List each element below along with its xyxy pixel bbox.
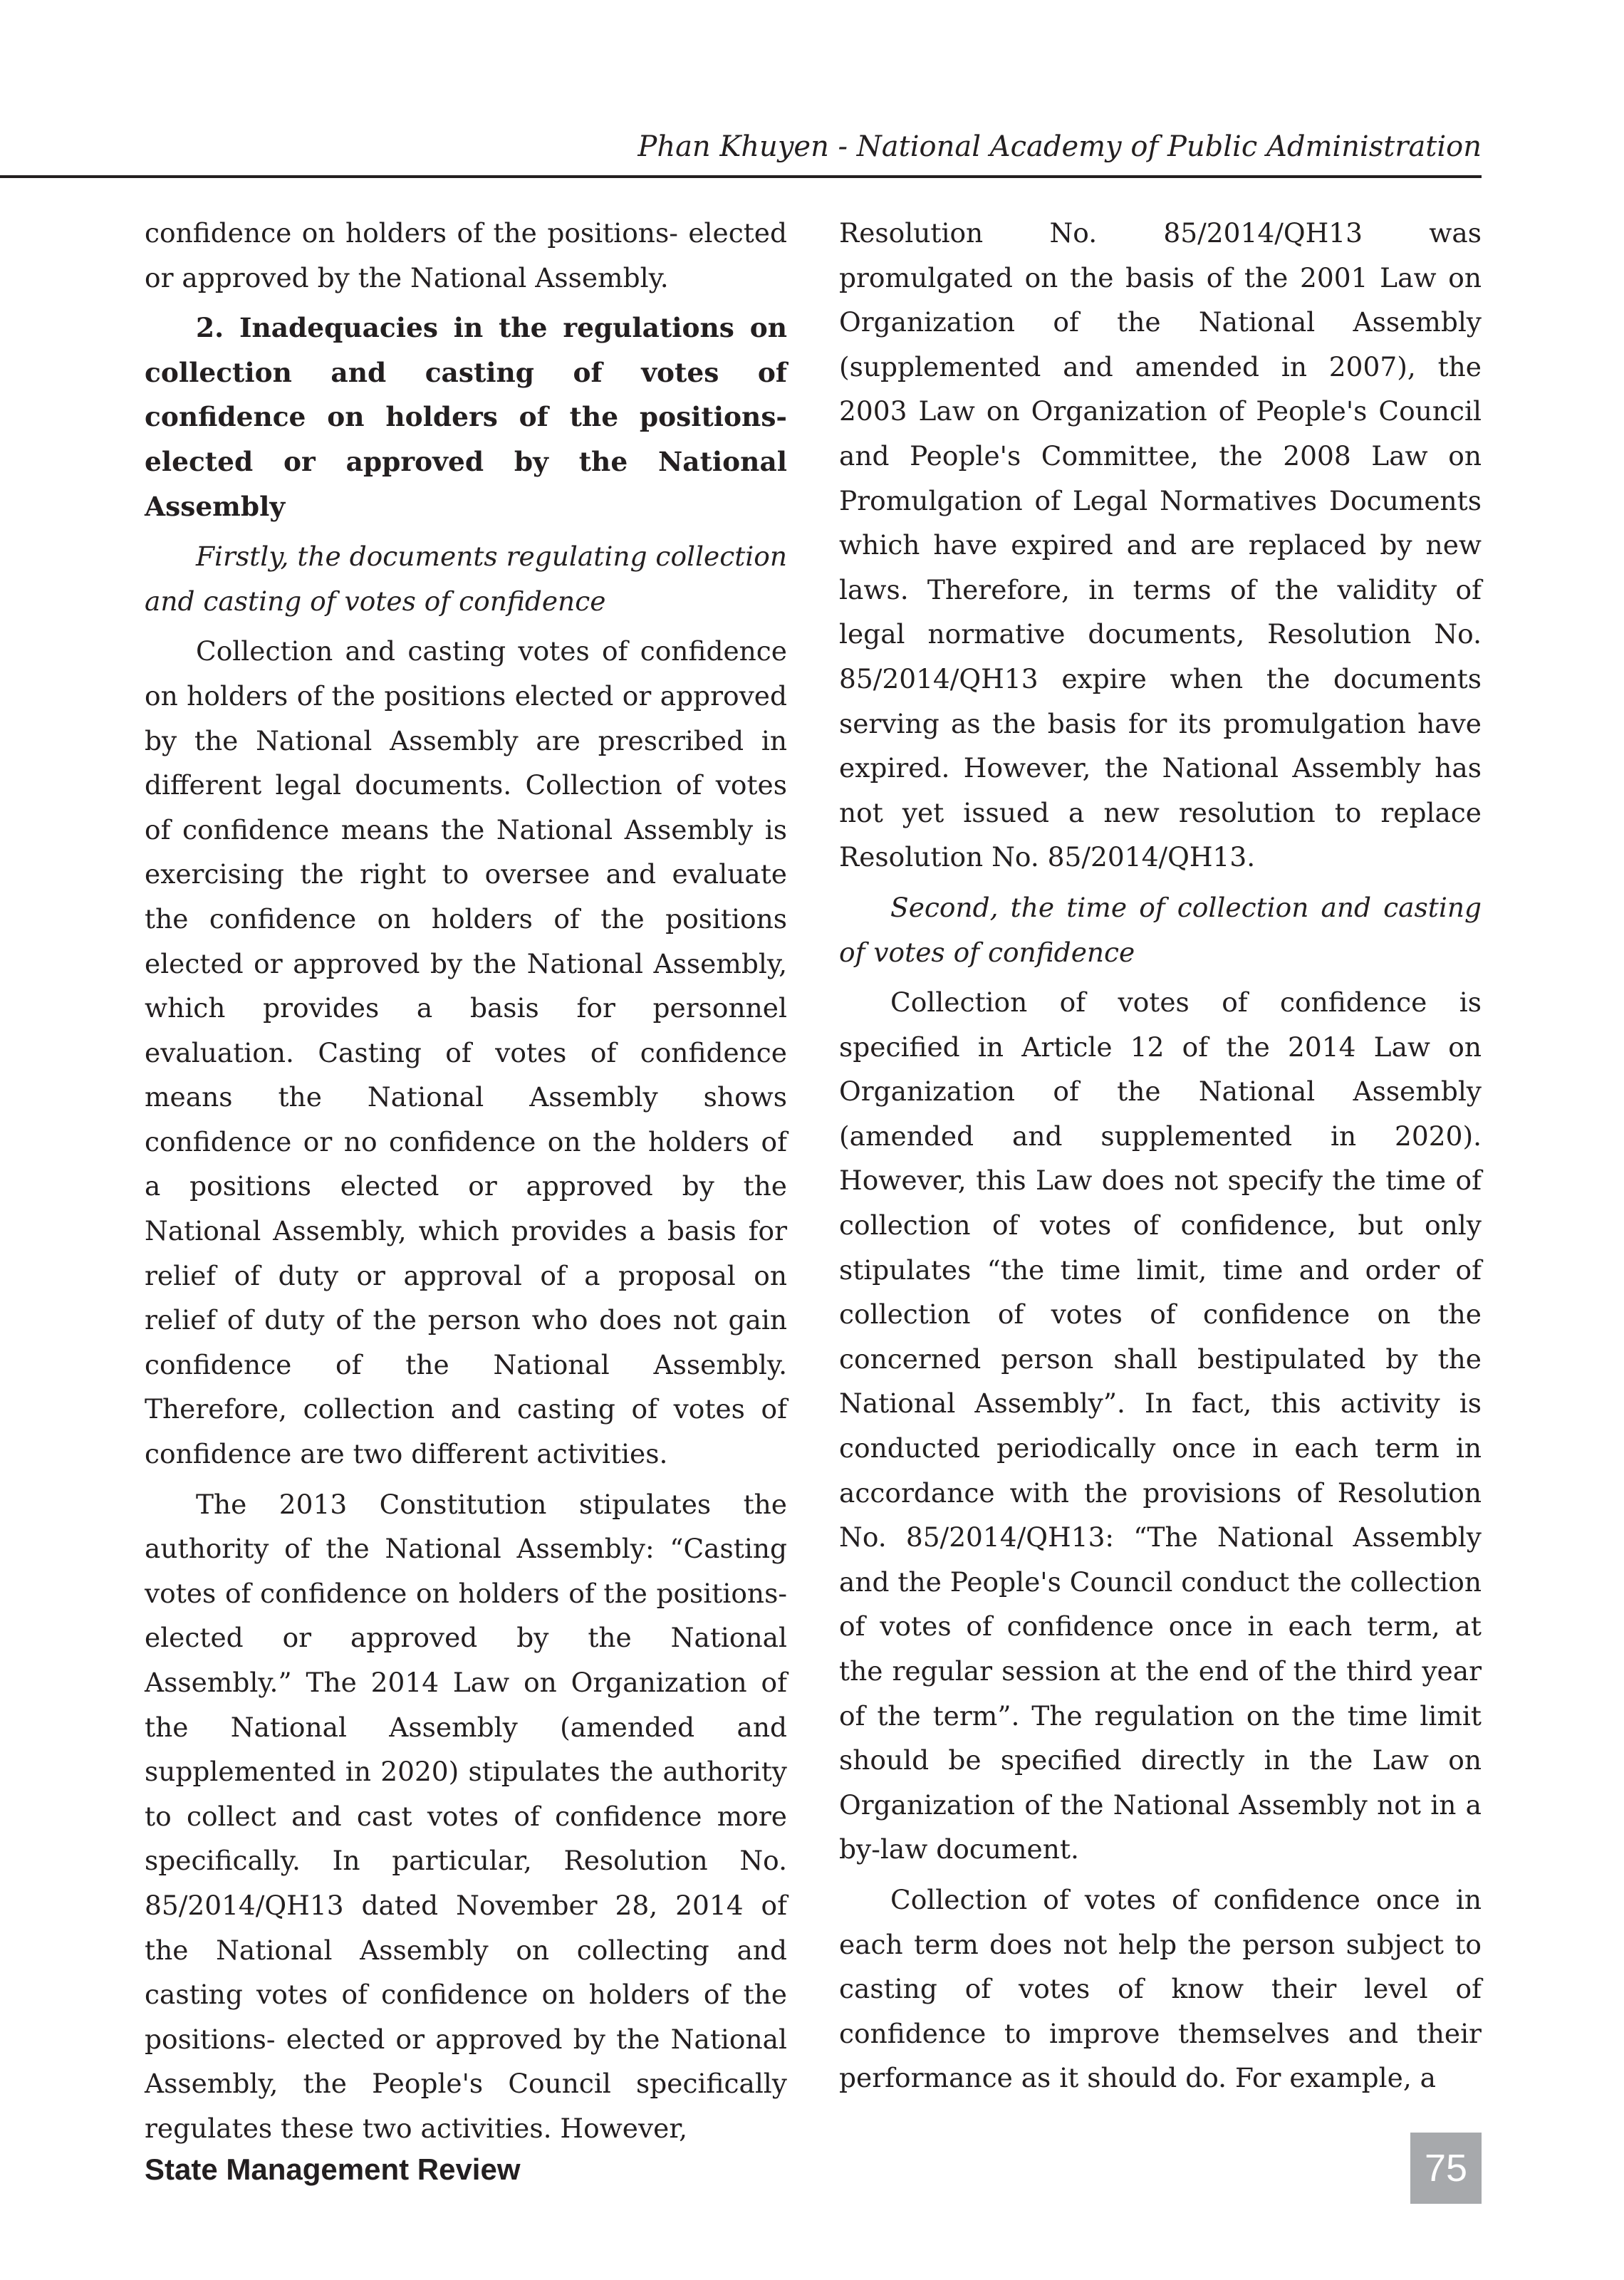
right-paragraph-continuation: Resolution No. 85/2014/QH13 was promulgated on the basis of the 2001 Law on Organization of the National Assembly (supplemented and amended in 2007), the 2003 Law on Organization of People's Council and People's Committee, the 2008 Law on Promulgation of Legal Normatives Documents which have expired and are replaced by new laws. Therefore, in terms of the validity of legal normative documents, Resolution No. 85/2014/QH13 expire when the documents serving as the basis for its promulgation have expired. However, the National Assembly has not yet issued a new resolution to replace Resolution No. 85/2014/QH13.: [839, 217, 1482, 873]
page-number: 75: [1410, 2133, 1482, 2204]
right-paragraph: Collection of votes of confidence is specified in Article 12 of the 2014 Law on Organization of the National Assembly (amended and supplemented in 2020). However, this Law does not specify the time of collection of votes of confidence, but only stipulates “the time limit, time and order of collection of votes of confidence on the concerned person shall bestipulated by the National Assembly”. In fact, this activity is conducted periodically once in each term in accordance with the provisions of Resolution No. 85/2014/QH13: “The National Assembly and the People's Council conduct the collection of votes of confidence once in each term, at the regular session at the end of the third year of the term”. The regulation on the time limit should be specified directly in the Law on Organization of the National Assembly not in a by-law document.: [839, 987, 1482, 1865]
left-paragraph-continuation: confidence on holders of the positions- elected or approved by the National Assembly.: [145, 217, 787, 293]
section-heading: 2. Inadequacies in the regulations on collection and casting of votes of confidence on holders of the positions- elected or approved by the National Assembly: [145, 312, 787, 522]
right-paragraph: Collection of votes of confidence once in each term does not help the person subject to casting of votes of know their level of confidence to improve themselves and their performance as it should do. For example, a: [839, 1883, 1482, 2094]
right-column: [839, 211, 1482, 2106]
left-paragraph: The 2013 Constitution stipulates the authority of the National Assembly: “Casting votes of confidence on holders of the positions- elected or approved by the National Assembly.” The 2014 Law on Organization of the National Assembly (amended and supplemented in 2020) stipulates the authority to collect and cast votes of confidence more specifically. In particular, Resolution No. 85/2014/QH13 dated November 28, 2014 of the National Assembly on collecting and casting votes of confidence on holders of the positions- elected or approved by the National Assembly, the People's Council specifically regulates these two activities. However,: [145, 1488, 787, 2144]
header-rule: [0, 175, 1482, 178]
left-paragraph: Collection and casting votes of confidence on holders of the positions elected or approved by the National Assembly are prescribed in different legal documents. Collection of votes of confidence means the National Assembly is exercising the right to oversee and evaluate the confidence on holders of the positions elected or approved by the National Assembly, which provides a basis for personnel evaluation. Casting of votes of confidence means the National Assembly shows confidence or no confidence on the holders of a positions elected or approved by the National Assembly, which provides a basis for relief of duty or approval of a proposal on relief of duty of the person who does not gain confidence of the National Assembly. Therefore, collection and casting of votes of confidence are two different activities.: [145, 635, 787, 1470]
footer-journal-name: State Management Review: [145, 2153, 521, 2186]
subheading-second: Second, the time of collection and casting of votes of confidence: [839, 891, 1482, 968]
running-header: Phan Khuyen - National Academy of Public Administration: [637, 130, 1482, 163]
left-column: [145, 211, 787, 2157]
subheading-firstly: Firstly, the documents regulating collection and casting of votes of confidence: [145, 541, 787, 617]
